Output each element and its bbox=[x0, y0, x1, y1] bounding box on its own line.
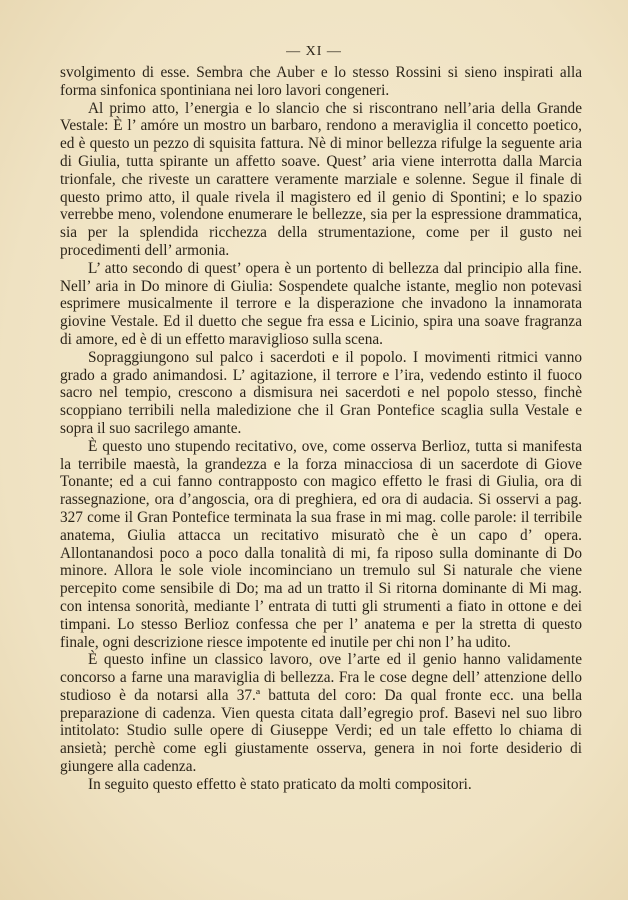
body-text bbox=[60, 64, 582, 794]
paragraph: È questo infine un classico lavoro, ove l’arte ed il genio hanno validamente concorso a farne una maraviglia di bellezza. Fra le cose degne dell’ attenzione dello studioso è da notarsi alla 37.ª battuta del coro: Da qual fronte ecc. una bella preparazione di cadenza. Vien questa citata dall’egregio prof. Basevi nel suo libro intitolato: Studio sulle opere di Giuseppe Verdi; ed un tale effetto lo chiama di ansietà; perchè come egli giustamente osserva, genera in noi forte desiderio di giungere alla cadenza. bbox=[60, 651, 582, 776]
page-number: — XI — bbox=[286, 44, 342, 59]
paragraph-continuation: svolgimento di esse. Sembra che Auber e lo stesso Rossini si sieno inspirati alla forma sinfonica spontiniana nei loro lavori congeneri. bbox=[60, 64, 582, 99]
paragraph: Sopraggiungono sul palco i sacerdoti e il popolo. I movimenti ritmici vanno grado a grado animandosi. L’ agitazione, il terrore e l’ira, vedendo estinto il fuoco sacro nel tempio, crescono a dismisura nei sacerdoti e nel popolo stesso, finchè scoppiano terribili nella maledizione che il Gran Pontefice scaglia sulla Vestale e sopra il suo sacrilego amante. bbox=[60, 348, 582, 437]
paragraph: È questo uno stupendo recitativo, ove, come osserva Berlioz, tutta si manifesta la terribile maestà, la grandezza e la forza minacciosa di un sacerdote di Giove Tonante; ed a cui fanno contrapposto con magico effetto le frasi di Giulia, ora di rassegnazione, ora d’angoscia, ora di preghiera, ed ora di audacia. Si osservi a pag. 327 come il Gran Pontefice terminata la sua frase in mi mag. colle parole: il terribile anatema, Giulia attacca un recitativo misuratò che è un capo d’ opera. Allontanandosi poco a poco dalla tonalità di mi, fa riposo sulla dominante di Do minore. Allora le sole viole incominciano un tremulo sul Si naturale che viene percepito come sensibile di Do; ma ad un tratto il Si ritorna dominante di Mi mag. con intensa sonorità, mediante l’ entrata di tutti gli strumenti a fiato in ottone e dei timpani. Lo stesso Berlioz confessa che per l’ anatema e per la stretta di questo finale, ogni descrizione riesce impotente ed inutile per chi non l’ ha udito. bbox=[60, 437, 582, 651]
paragraph: In seguito questo effetto è stato praticato da molti compositori. bbox=[88, 775, 472, 793]
paragraph: Al primo atto, l’energia e lo slancio che si riscontrano nell’aria della Grande Vestale: È l’ amóre un mostro un barbaro, rendono a meraviglia il concetto poetico, ed è questo un pezzo di squisita fattura. Nè di minor bellezza rifulge la seguente aria di Giulia, tutta spirante un affetto soave. Quest’ aria viene interrotta dalla Marcia trionfale, che riveste un carattere veramente marziale e solenne. Segue il finale di questo primo atto, il quale rivela il magistero ed il genio di Spontini; e lo spazio verrebbe meno, volendone enumerare le bellezze, sia per la espressione drammatica, sia per la splendida ricchezza della strumentazione, come per il gusto nei procedimenti dell’ armonia. bbox=[60, 99, 582, 259]
paragraph: L’ atto secondo di quest’ opera è un portento di bellezza dal principio alla fine. Nell’ aria in Do minore di Giulia: Sospendete qualche istante, meglio non potevasi esprimere musicalmente il terrore e la disperazione che invadono la innamorata giovine Vestale. Ed il duetto che segue fra essa e Licinio, spira una soave fragranza di amore, ed è di un effetto maraviglioso sulla scena. bbox=[60, 259, 582, 348]
